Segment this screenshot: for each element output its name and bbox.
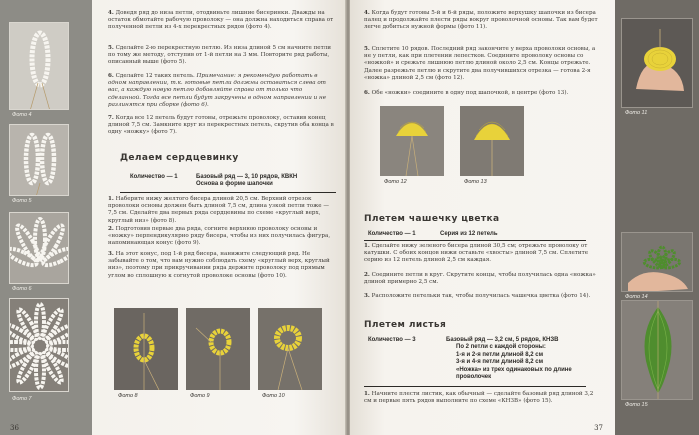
photo-14 xyxy=(621,232,693,292)
strip-caption: Фото 6 xyxy=(12,286,32,292)
left-photo-strip xyxy=(0,0,92,435)
strip-caption: Фото 5 xyxy=(12,198,32,204)
page-number: 36 xyxy=(10,424,19,432)
photo-15 xyxy=(621,300,693,400)
photo-6 xyxy=(9,212,69,284)
photo-caption: Фото 8 xyxy=(118,393,138,399)
step-5: 5. Сделайте 2-ю перекрестную петлю. Из низа длиной 5 см начните петли по тому же методу, отступив от 1-й петли на 3 мм. Повторите ряд работы, описанный выше (фото 5). xyxy=(108,45,331,66)
right-step-5: 5. Сплетите 10 рядов. Последний ряд закончите у верха проволоки основы, а не у петли, как при плетении лепестков. Соедините проволоку основы со «ножкой» и срежьте лишнюю петлю длиной около 2,5 см. Концы отрежьте. Далее разрежьте петлю и скрутите два получившихся отрезка — готова 2-я «ножка» длиной 2,5 см (фото 12). xyxy=(364,46,596,81)
leaves-spec: Базовый ряд — 3,2 см, 5 рядов, КНЗВ По 2 петли с каждой стороны: 1-я и 2-я петли длиной 8,2 см 3-я и 4-я петли длиной 8,2 см «Ножка» из трех одинаковых по длине проволочек xyxy=(446,337,572,381)
right-step-6: 6. Обе «ножки» соедините в одну под шапочкой, в центре (фото 13). xyxy=(364,90,569,96)
photo-caption: Фото 12 xyxy=(384,179,407,185)
section-title-core: Делаем сердцевинку xyxy=(120,153,239,163)
strip-caption: Фото 7 xyxy=(12,396,32,402)
leaves-step-1: 1. Начните плести листик, как обычный — сделайте базовый ряд длиной 3,2 см и первые пять рядов выполните по схеме «КНЗВ» (фото 15). xyxy=(364,391,594,405)
step-4: 4. Доведя ряд до низа петли, отодвиньте лишние бисеринки. Дважды на остаток обмотайте рабочую проволоку — она должна находиться справа от полученной петли из 4-х перекрестных рядов (фото 4). xyxy=(108,10,334,31)
core-step-3: 3. На этот конус, под 1-й ряд бисера, нанижите следующий ряд. Не забывайте о том, что вам нужно соблюдать схему «круглый верх, круглый низ», поэтому при прикручивании ряда держите проволоку под прямым углом во сплошную к согнутой проволоке основы (фото 10). xyxy=(108,251,330,279)
photo-caption: Фото 13 xyxy=(464,179,487,185)
strip-caption: Фото 15 xyxy=(625,402,648,408)
right-photo-strip xyxy=(615,0,699,435)
strip-caption: Фото 11 xyxy=(625,110,648,116)
photo-7 xyxy=(9,298,69,392)
calyx-quantity: Количество — 1 xyxy=(368,231,416,237)
page-number: 37 xyxy=(594,424,603,432)
core-spec: Базовый ряд — 3, 10 рядов, КВКН Основа в форме шапочки xyxy=(196,174,298,188)
photo-8 xyxy=(114,308,178,390)
photo-13 xyxy=(460,106,524,176)
left-page xyxy=(0,0,346,435)
photo-12 xyxy=(380,106,444,176)
section-title-leaves: Плетем листья xyxy=(364,320,447,330)
calyx-spec: Серия из 12 петель xyxy=(440,231,498,237)
photo-11 xyxy=(621,18,693,108)
divider xyxy=(120,192,336,193)
step-6: 6. Сделайте 12 таких петель. Примечание: я рекомендую работать в одном направлении, т.к. готовые петли должны оставаться слева от вас, а каждую новую петлю добавляйте справа от только что сделанной. Тогда все петли будут закручены в одном направлении и не разлинятся при сборке (фото 6). xyxy=(108,73,327,108)
calyx-step-2: 2. Соедините петли в круг. Скрутите концы, чтобы получилась одна «ножка» длиной примерно 2,5 см. xyxy=(364,272,596,286)
strip-caption: Фото 4 xyxy=(12,112,32,118)
core-step-1: 1. Наберите нижу желтого бисера длиной 20,5 см. Верхний отрезок проволоки основы должен быть длиной 7,5 см, длина узкой петли тоже — 7,5 см. Сделайте два первых ряда сердцевины по схеме «круглый верх, круглый низ» (фото 8). xyxy=(108,196,329,224)
divider xyxy=(364,240,586,241)
core-quantity: Количество — 1 xyxy=(130,174,178,180)
photo-9 xyxy=(186,308,250,390)
leaves-quantity: Количество — 3 xyxy=(368,337,416,343)
divider xyxy=(364,386,586,387)
photo-10 xyxy=(258,308,322,390)
photo-caption: Фото 9 xyxy=(190,393,210,399)
photo-5 xyxy=(9,124,69,196)
strip-caption: Фото 14 xyxy=(625,294,648,300)
photo-4 xyxy=(9,22,69,110)
step-7: 7. Когда все 12 петель будут готовы, отрежьте проволоку, оставив конец длиной 7,5 см. Замкните круг из перекрестных петель, скрутив оба конца в одну «ножку» (фото 7). xyxy=(108,115,334,136)
right-page xyxy=(350,0,699,435)
right-step-4: 4. Когда будут готовы 5-й и 6-й ряды, положите верхушку шапочки из бисера палец и продолжайте плести ряды вокруг проволочной основы. Так вам будет легче добиться нужной формы (фото 11). xyxy=(364,10,598,31)
calyx-step-3: 3. Расположите петельки так, чтобы получилась чашечка цветка (фото 14). xyxy=(364,293,591,299)
section-title-calyx: Плетем чашечку цветка xyxy=(364,214,500,224)
calyx-step-1: 1. Сделайте нижу зеленого бисера длиной 30,5 см; отрежьте проволоку от катушки. С обоих концов нижи оставьте «хвосты» длиной 7,5 см. Сплетите серию из 12 петель длиной 2,5 см каждая. xyxy=(364,243,589,264)
core-step-2: 2. Подготовив первые два ряда, согните верхнюю проволоку основы и «ножку» перпендикулярно ряду бисера, чтобы из них получилась фигура, напоминающая конус (фото 9). xyxy=(108,226,331,247)
photo-caption: Фото 10 xyxy=(262,393,285,399)
